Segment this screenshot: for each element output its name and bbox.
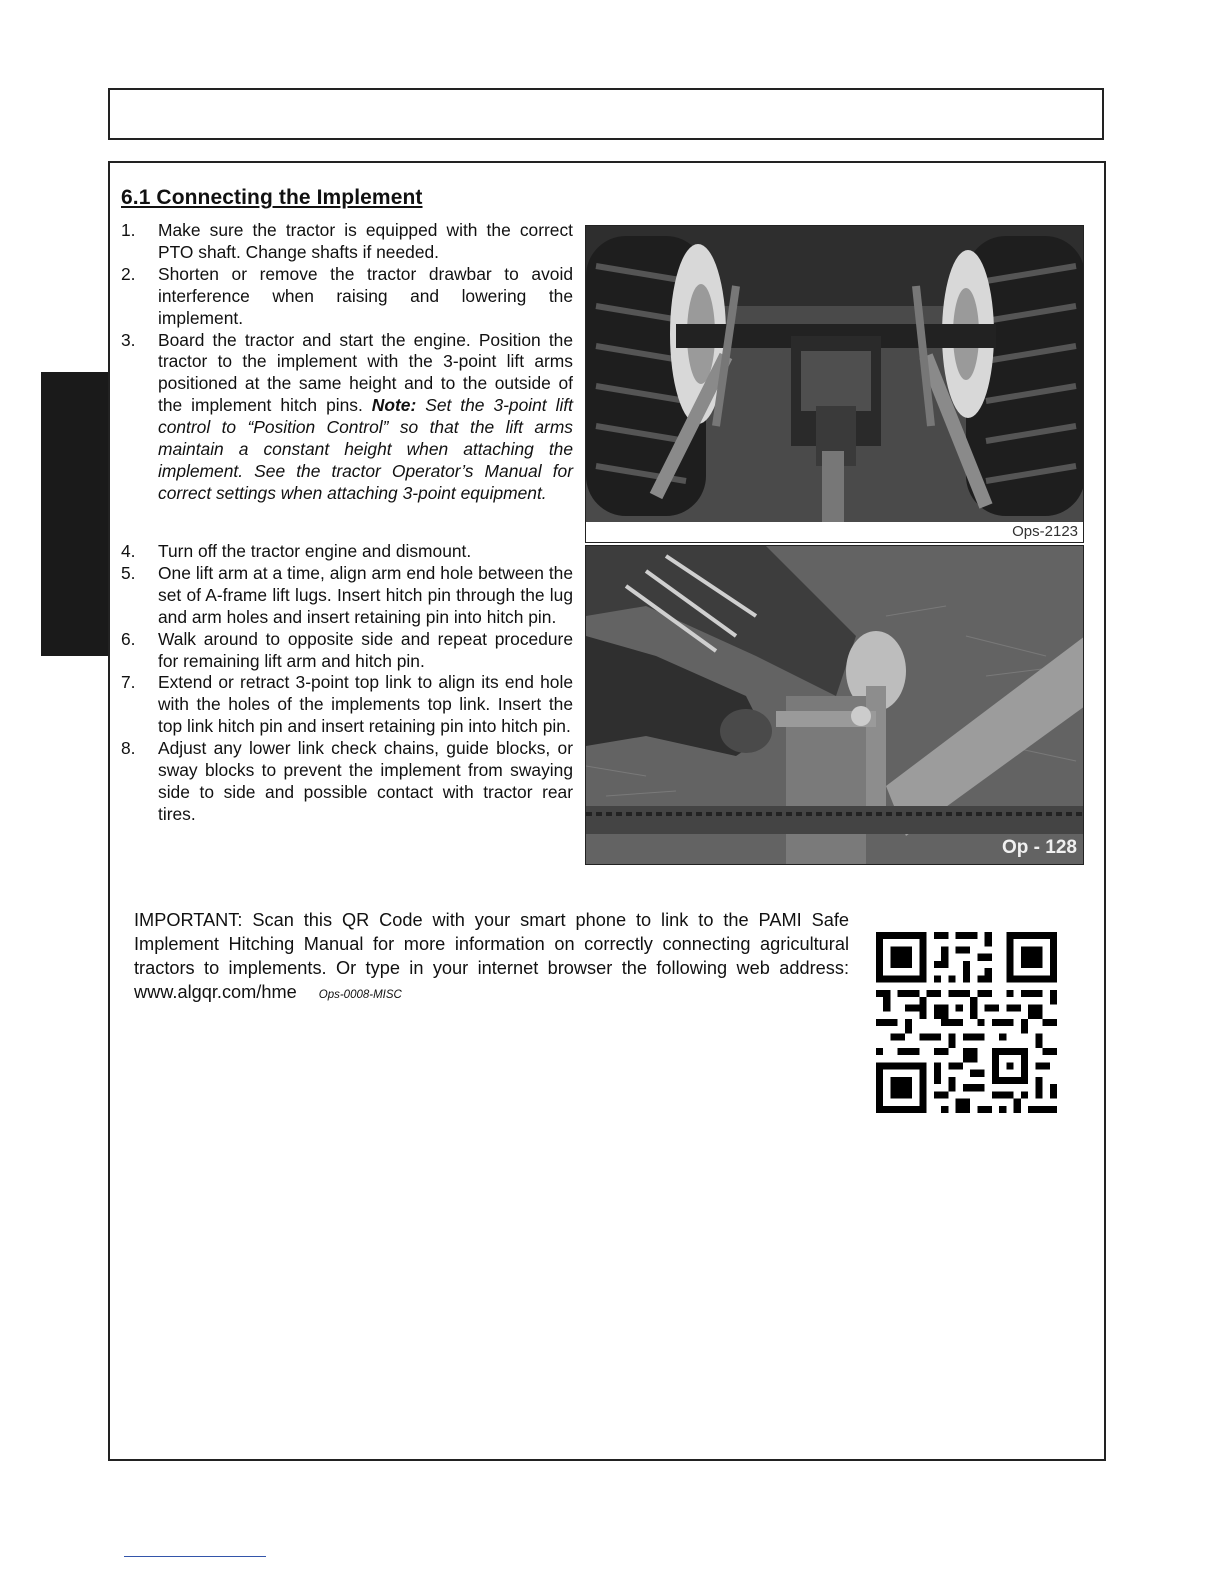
step-text: Adjust any lower link check chains, guide blocks, or sway blocks to prevent the implement from swaying side to side and possible contact with tractor rear tires. <box>158 738 573 824</box>
important-code: Ops-0008-MISC <box>318 989 402 1001</box>
hitch-pin-photo <box>585 545 1084 865</box>
step-item <box>121 672 573 738</box>
step-number: 7. <box>121 672 136 693</box>
page-header-box <box>108 88 1104 140</box>
tractor-rear-illustration <box>586 226 1084 543</box>
step-item <box>121 738 573 826</box>
step-text: Turn off the tractor engine and dismount. <box>158 541 472 561</box>
step-item <box>121 541 573 563</box>
step-number: 3. <box>121 329 136 350</box>
step-item <box>121 629 573 673</box>
step-text: Shorten or remove the tractor drawbar to avoid interference when raising and lowering the implement. <box>158 263 573 328</box>
step-text: Board the tractor and start the engine. Position the tractor to the implement with the 3-point lift arms positioned at the same height and to the outside of the implement hitch pins. <box>158 329 573 416</box>
step-text: One lift arm at a time, align arm end hole between the set of A-frame lift lugs. Insert hitch pin through the lug and arm holes and insert retaining pin into hitch pin. <box>158 562 573 627</box>
step-number: 4. <box>121 541 136 561</box>
step-text: Walk around to opposite side and repeat procedure for remaining lift arm and hitch pin. <box>158 628 573 671</box>
steps-list-part-2 <box>121 541 573 826</box>
step-number: 6. <box>121 628 136 649</box>
note-text: Set the 3-point lift control to “Position Control” so that the lift arms maintain a constant height when attaching the implement. See the tractor Operator’s Manual for correct settings when attaching 3-point equipment. <box>158 395 573 503</box>
qr-code-icon <box>876 932 1057 1113</box>
step-number: 5. <box>121 562 136 583</box>
footer-rule <box>124 1556 266 1557</box>
note-label: Note: <box>371 395 417 416</box>
step-number: 2. <box>121 263 136 284</box>
step-item <box>121 330 573 505</box>
hitch-pin-illustration <box>586 546 1084 865</box>
steps-list-part-1 <box>121 220 573 505</box>
figure-code-label: Op - 128 <box>1002 837 1077 858</box>
step-item <box>121 563 573 629</box>
important-notice <box>134 908 849 1007</box>
section-title: 6.1 Connecting the Implement <box>121 186 423 209</box>
section-side-tab <box>41 372 109 656</box>
step-item <box>121 264 573 330</box>
tractor-hitch-photo <box>585 225 1084 543</box>
step-item <box>121 220 573 264</box>
figure-code-label: Ops-2123 <box>1012 523 1078 540</box>
important-text: IMPORTANT: Scan this QR Code with your smart phone to link to the PAMI Safe Implement Hitching Manual for more information on correctly connecting agricultural tractors to implements. Or type in your internet browser the following web address: www.algqr.com/hme <box>134 910 849 1002</box>
step-text: Make sure the tractor is equipped with the correct PTO shaft. Change shafts if needed. <box>158 220 573 262</box>
step-text: Extend or retract 3-point top link to align its end hole with the holes of the implements top link. Insert the top link hitch pin and insert retaining pin into hitch pin. <box>158 672 573 737</box>
step-number: 8. <box>121 738 136 759</box>
step-number: 1. <box>121 220 136 240</box>
